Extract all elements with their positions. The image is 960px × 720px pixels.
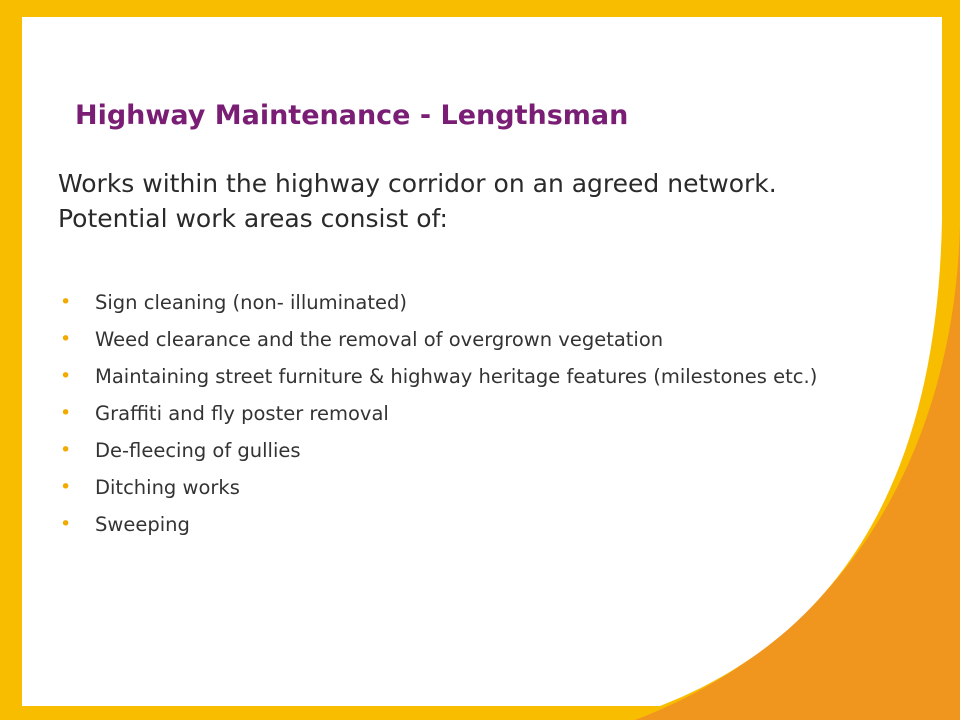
list-item-text: Weed clearance and the removal of overgrown vegetation [95, 328, 664, 351]
list-item [58, 512, 898, 537]
bullet-dot-icon: • [60, 328, 72, 350]
list-item [58, 438, 898, 463]
list-item-text: Maintaining street furniture & highway heritage features (milestones etc.) [95, 365, 818, 388]
list-item-text: Sweeping [95, 513, 190, 536]
list-item [58, 327, 898, 352]
bullet-dot-icon: • [60, 476, 72, 498]
bullet-dot-icon: • [60, 365, 72, 387]
list-item-text: Ditching works [95, 476, 240, 499]
bullet-dot-icon: • [60, 513, 72, 535]
bullet-dot-icon: • [60, 439, 72, 461]
list-item [58, 364, 898, 389]
list-item [58, 475, 898, 500]
slide-title: Highway Maintenance - Lengthsman [75, 100, 629, 131]
bullet-list [58, 290, 898, 549]
intro-paragraph: Works within the highway corridor on an agreed network. Potential work areas consist of: [58, 169, 777, 233]
list-item-text: Graffiti and fly poster removal [95, 402, 389, 425]
list-item-text: De-fleecing of gullies [95, 439, 301, 462]
bullet-dot-icon: • [60, 402, 72, 424]
list-item [58, 290, 898, 315]
list-item [58, 401, 898, 426]
list-item-text: Sign cleaning (non- illuminated) [95, 291, 407, 314]
bullet-dot-icon: • [60, 291, 72, 313]
